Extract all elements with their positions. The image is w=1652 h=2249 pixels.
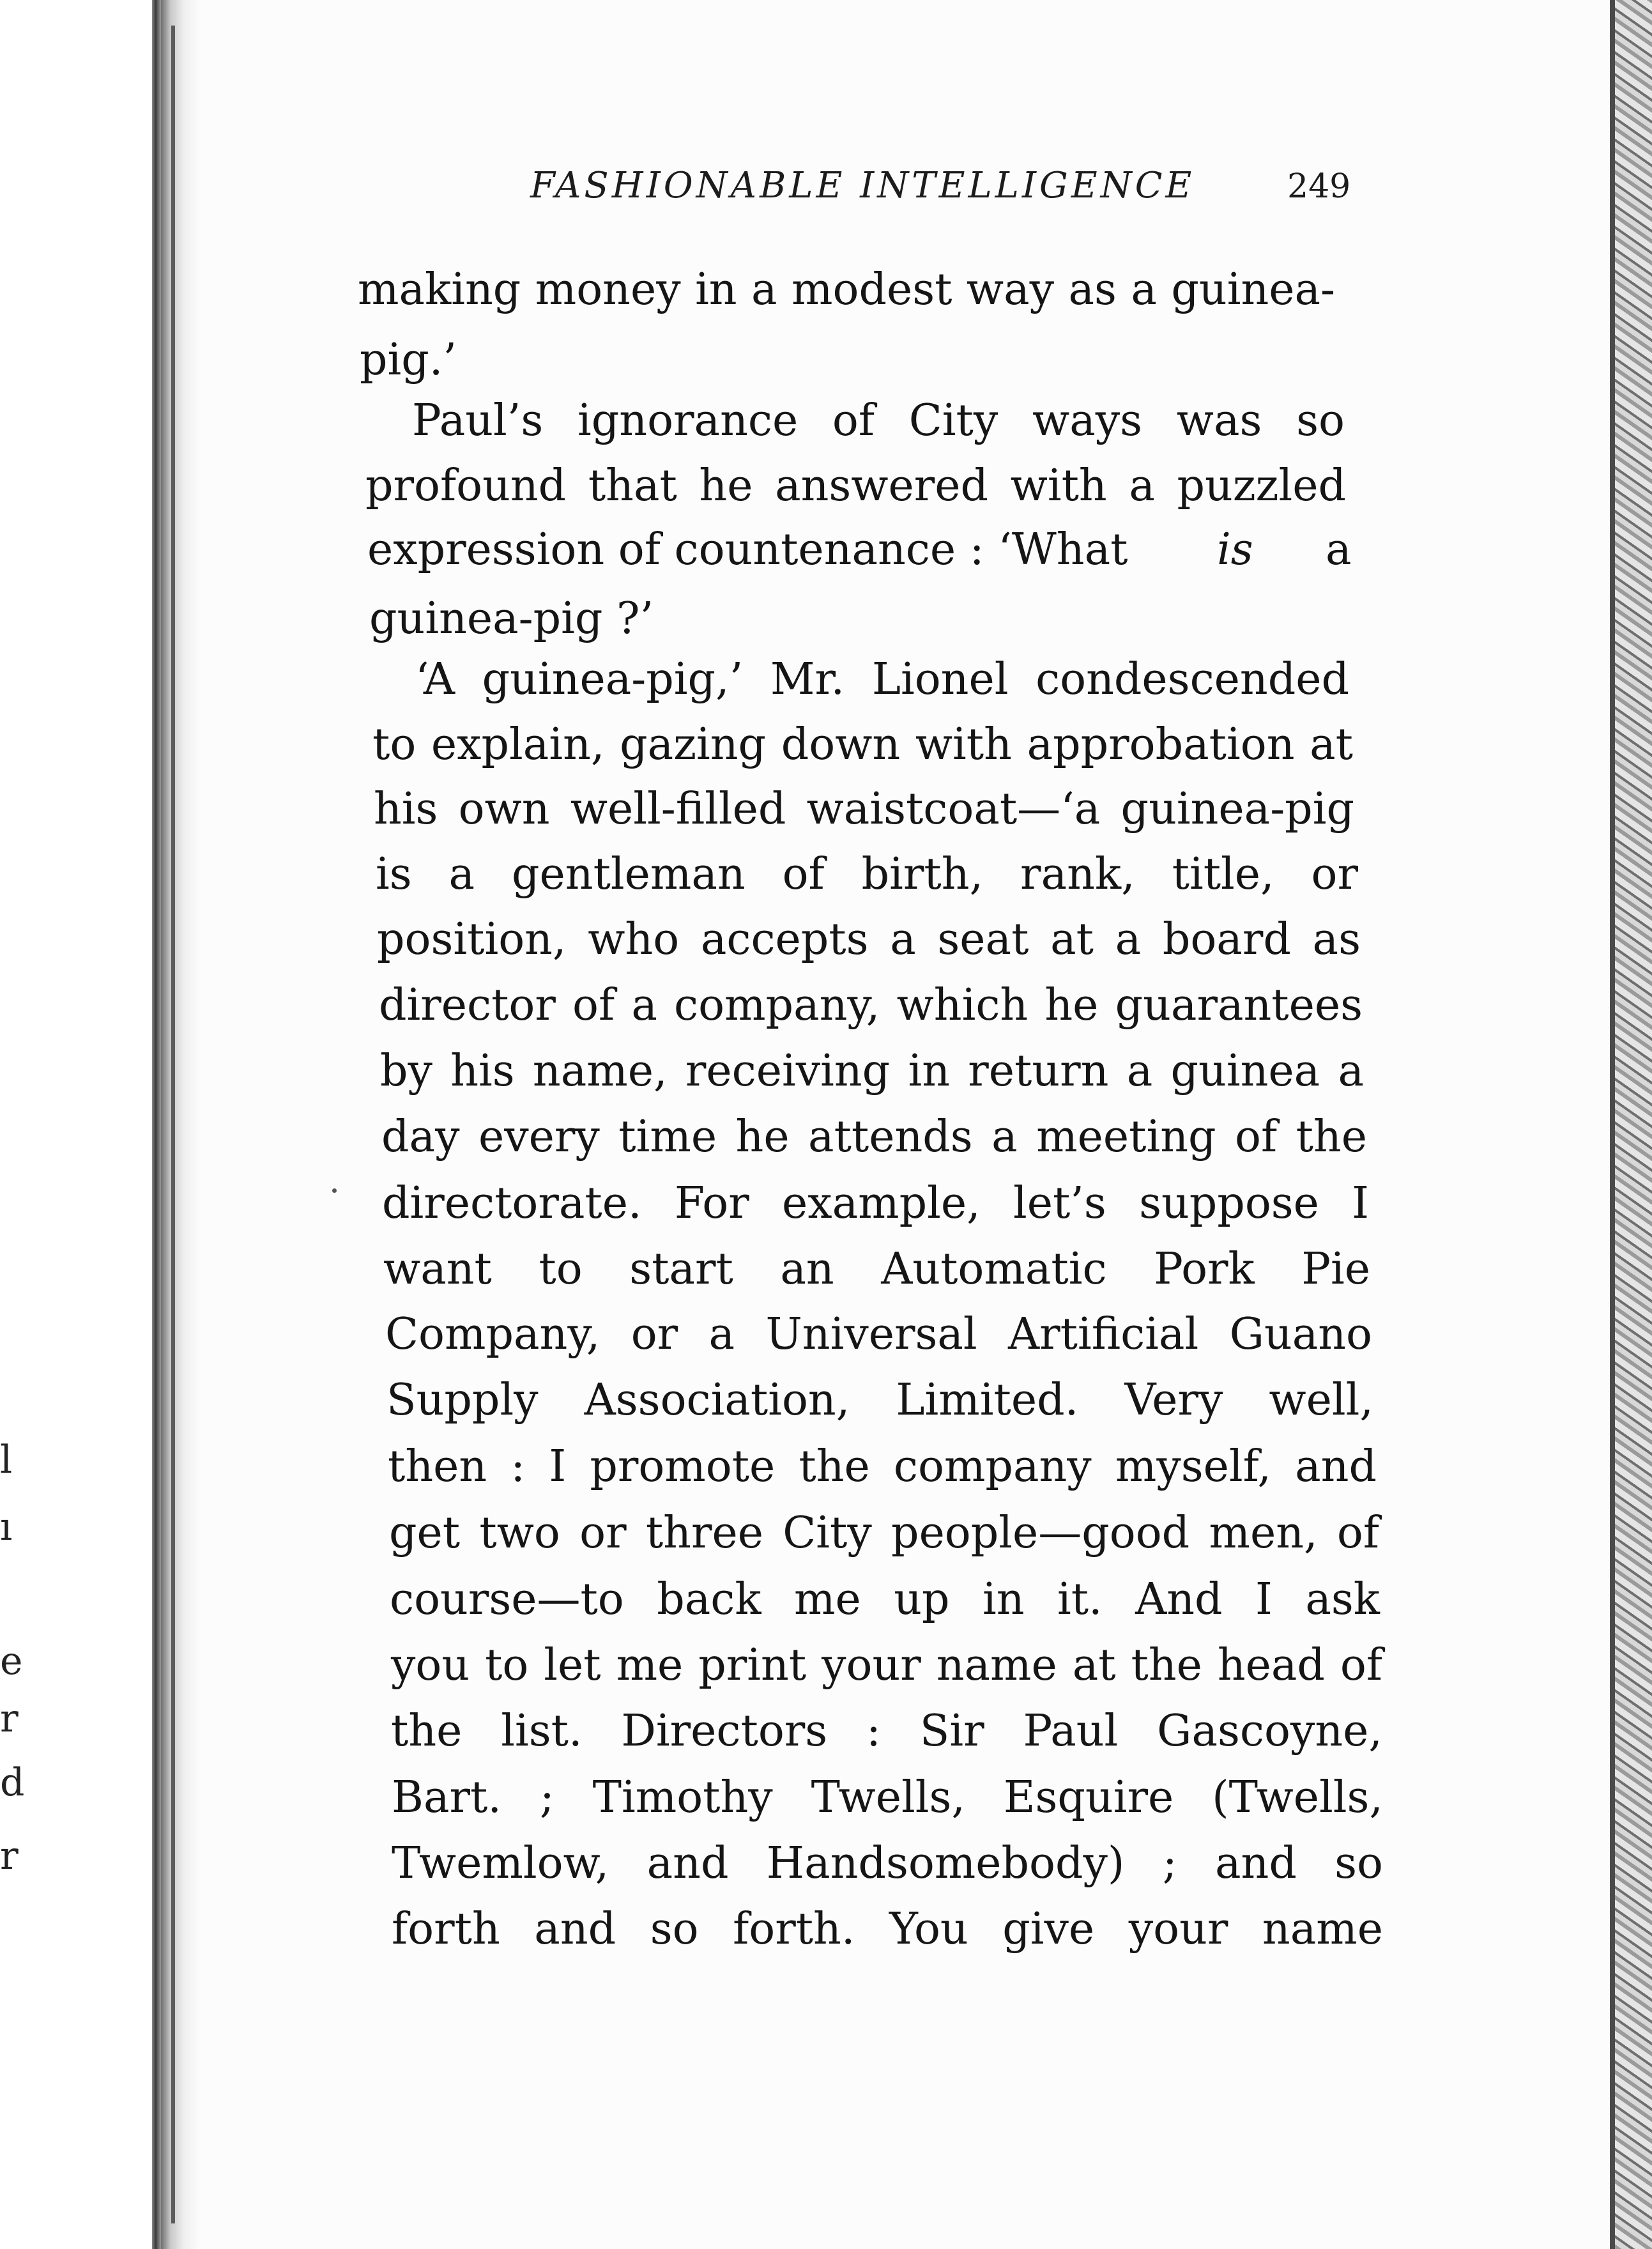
text-line: day every time he attends a meeting of the (381, 1112, 1367, 1162)
text-line: Paul’s ignorance of City ways was so (412, 395, 1345, 446)
page-number: 249 (1287, 167, 1351, 206)
text-line: pig.’ (360, 335, 457, 385)
left-page-fragment: r (0, 1696, 19, 1741)
text-line: you to let me print your name at the head of (391, 1640, 1382, 1691)
text-line: course—to back me up in it. And I ask (390, 1574, 1380, 1625)
left-page-fragment: d (0, 1760, 25, 1805)
text-line: director of a company, which he guarantees (379, 980, 1363, 1031)
text-line: his own well-filled waistcoat—‘a guinea-pig (374, 784, 1354, 834)
text-line: to explain, gazing down with approbation at (372, 719, 1353, 770)
text-line: is a gentleman of birth, rank, title, or (376, 849, 1358, 900)
text-line: get two or three City people—good men, of (389, 1508, 1379, 1558)
text-segment: a (1326, 525, 1352, 575)
left-page-fragment: l (0, 1438, 13, 1482)
left-page-fragment: ı (0, 1505, 13, 1549)
text-line: profound that he answered with a puzzled (365, 461, 1346, 511)
text-line: then : I promote the company myself, and (388, 1441, 1377, 1492)
left-page-fragment: e (0, 1639, 23, 1684)
text-line: position, who accepts a seat at a board as (377, 914, 1361, 965)
running-head: FASHIONABLE INTELLIGENCE (530, 165, 1195, 206)
emphasis-text: is (1217, 525, 1253, 575)
text-line: Company, or a Universal Artificial Guano (385, 1309, 1372, 1360)
text-line: forth and so forth. You give your name (392, 1904, 1383, 1954)
left-page-fragment: r (0, 1834, 19, 1878)
text-line: ‘A guinea-pig,’ Mr. Lionel condescended (415, 654, 1349, 705)
text-line: guinea-pig ?’ (369, 594, 654, 644)
text-line: want to start an Automatic Pork Pie (383, 1244, 1370, 1294)
text-segment: expression of countenance : ‘What (367, 525, 1128, 575)
text-line: by his name, receiving in return a guinea a (380, 1046, 1364, 1096)
text-line: Bart. ; Timothy Twells, Esquire (Twells, (392, 1772, 1383, 1823)
text-line: directorate. For example, let’s suppose I (382, 1178, 1369, 1229)
text-line: Supply Association, Limited. Very well, (386, 1375, 1373, 1425)
text-line (367, 525, 1352, 575)
text-line: the list. Directors : Sir Paul Gascoyne, (391, 1706, 1382, 1756)
text-line: Twemlow, and Handsomebody) ; and so (392, 1838, 1383, 1889)
text-line: making money in a modest way as a guinea- (358, 265, 1335, 315)
